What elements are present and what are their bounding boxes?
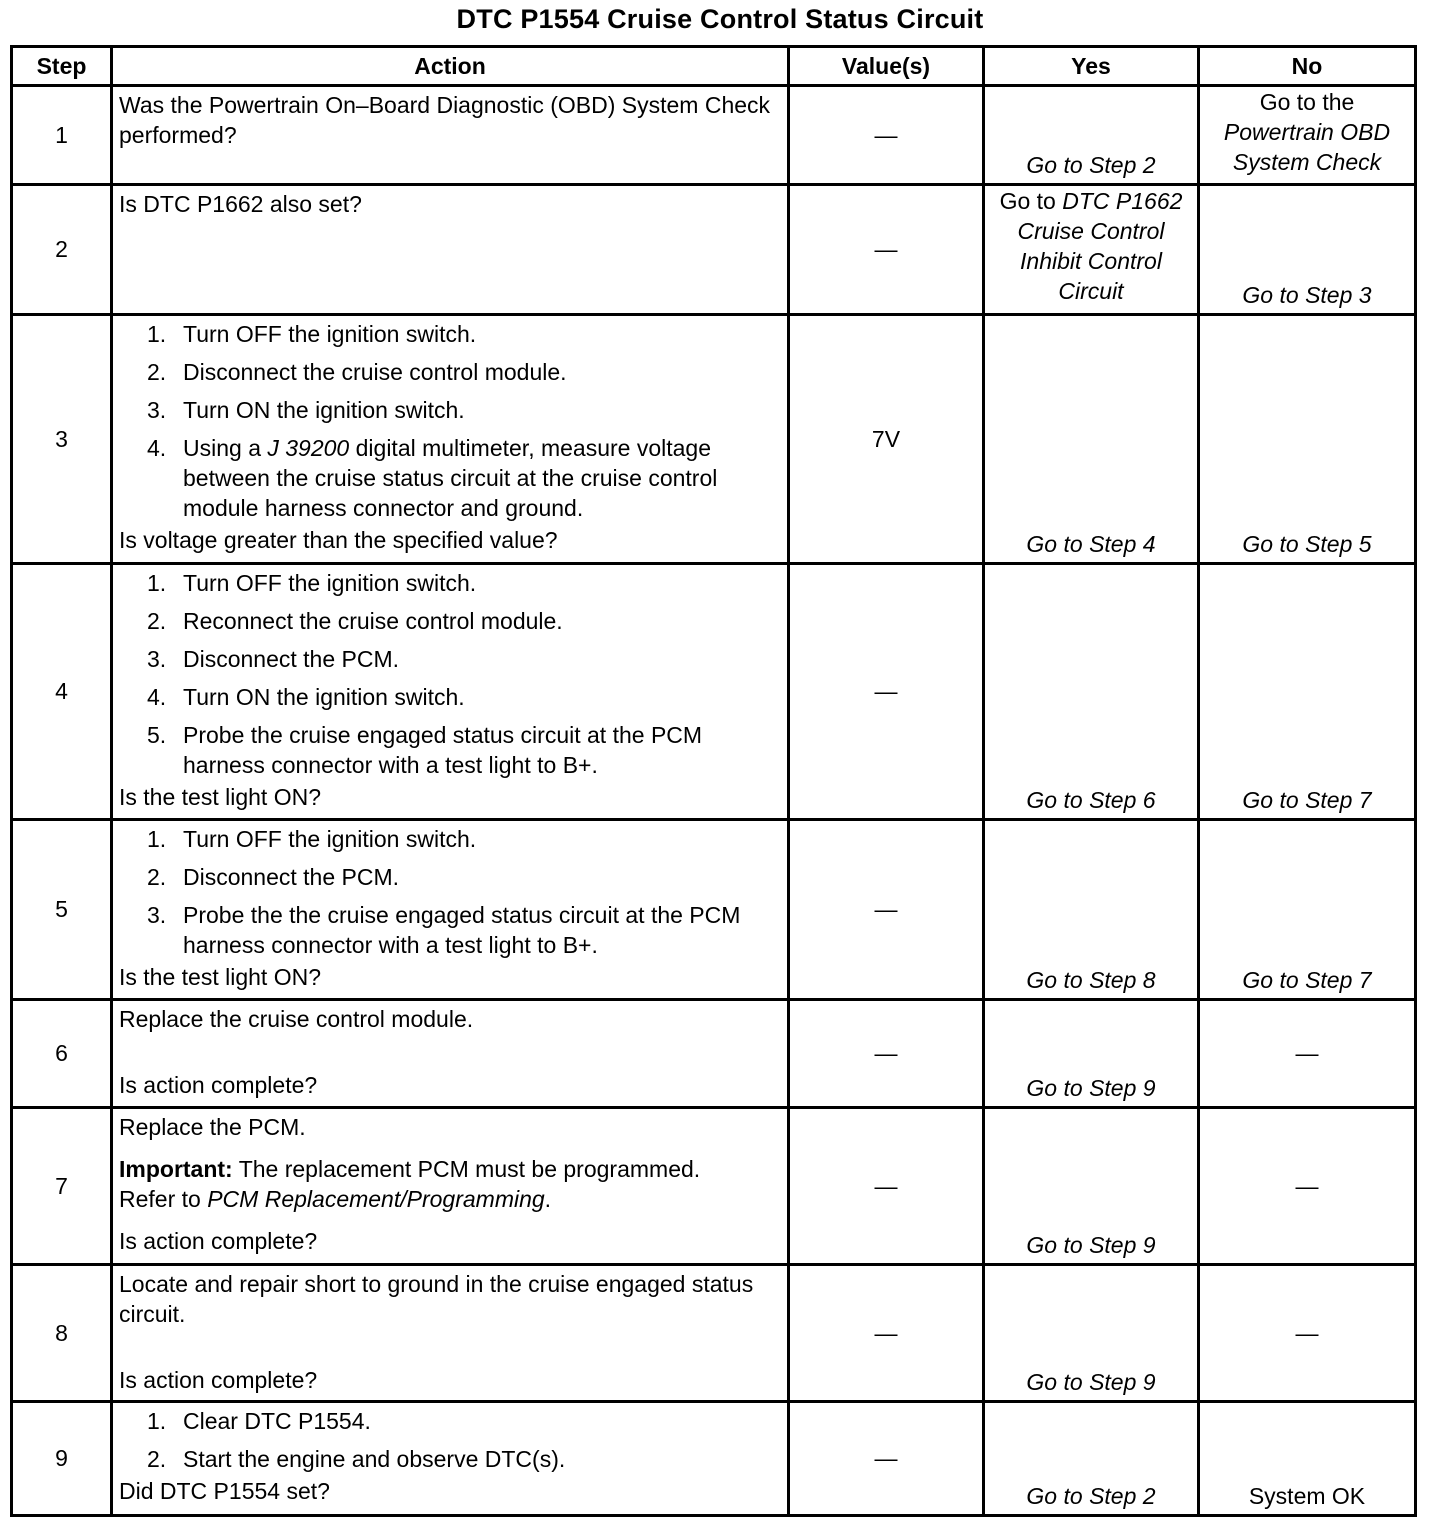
list-item: 3. Probe the the cruise engaged status circuit at the PCM harness connector with a test light to B+. — [147, 902, 741, 958]
table-row — [12, 564, 1416, 820]
no-cell: Go to Step 7 — [1199, 820, 1416, 1000]
header-yes: Yes — [984, 47, 1199, 86]
step-number: 7 — [12, 1108, 112, 1265]
table-row — [12, 185, 1416, 315]
yes-cell: Go to Step 2 — [984, 86, 1199, 185]
list-item: 1. Turn OFF the ignition switch. — [147, 826, 477, 852]
action-text: Replace the cruise control module. — [119, 1006, 474, 1032]
action-cell — [112, 1000, 789, 1108]
table-row — [12, 315, 1416, 564]
yes-cell: Go to Step 8 — [984, 820, 1199, 1000]
yes-prefix: Go to — [999, 188, 1056, 214]
step-number: 1 — [12, 86, 112, 185]
action-cell — [112, 1265, 789, 1402]
value-cell: — — [789, 1402, 984, 1516]
header-action: Action — [112, 47, 789, 86]
list-item: 5. Probe the cruise engaged status circuit at the PCM harness connector with a test light to B+. — [147, 722, 703, 778]
list-item: 2. Disconnect the PCM. — [147, 864, 400, 890]
yes-cell: Go to Step 9 — [984, 1108, 1199, 1265]
value-cell: — — [789, 1265, 984, 1402]
action-cell — [112, 820, 789, 1000]
yes-cell: Go to Step 9 — [984, 1000, 1199, 1108]
list-item: 4. Using a J 39200 digital multimeter, measure voltage between the cruise status circuit at the cruise control module harness connector and ground. — [147, 435, 718, 521]
yes-cell: Go to Step 2 — [984, 1402, 1199, 1516]
table-row — [12, 1265, 1416, 1402]
no-cell: — — [1199, 1265, 1416, 1402]
procedure-list — [119, 568, 779, 780]
action-question: Is action complete? — [119, 1228, 318, 1254]
procedure-list — [119, 319, 779, 523]
list-item: 4. Turn ON the ignition switch. — [147, 684, 465, 710]
value-cell: 7V — [789, 315, 984, 564]
header-values: Value(s) — [789, 47, 984, 86]
no-cell: Go to Step 5 — [1199, 315, 1416, 564]
table-row — [12, 1402, 1416, 1516]
step-number: 8 — [12, 1265, 112, 1402]
action-cell — [112, 185, 789, 315]
action-question: Is the test light ON? — [119, 784, 321, 810]
list-item: 1. Turn OFF the ignition switch. — [147, 570, 477, 596]
no-cell: System OK — [1199, 1402, 1416, 1516]
value-cell: — — [789, 86, 984, 185]
value-cell: — — [789, 1000, 984, 1108]
no-cell — [1199, 86, 1416, 185]
step-number: 6 — [12, 1000, 112, 1108]
yes-cell: Go to Step 4 — [984, 315, 1199, 564]
list-item: 1. Clear DTC P1554. — [147, 1408, 371, 1434]
table-row — [12, 86, 1416, 185]
action-question: Is action complete? — [119, 1367, 318, 1393]
no-cell: Go to Step 3 — [1199, 185, 1416, 315]
table-row — [12, 820, 1416, 1000]
header-step: Step — [12, 47, 112, 86]
action-question: Is DTC P1662 also set? — [119, 191, 362, 217]
procedure-list — [119, 1406, 779, 1474]
action-cell — [112, 315, 789, 564]
action-cell — [112, 86, 789, 185]
header-row — [12, 47, 1416, 86]
yes-cell: Go to Step 9 — [984, 1265, 1199, 1402]
action-text: Replace the PCM. — [119, 1114, 306, 1140]
important-note: Important: The replacement PCM must be programmed. Refer to PCM Replacement/Programming. — [119, 1156, 701, 1212]
value-cell: — — [789, 1108, 984, 1265]
header-no: No — [1199, 47, 1416, 86]
diagnostic-table — [10, 45, 1417, 1517]
action-question: Did DTC P1554 set? — [119, 1478, 330, 1504]
list-item: 2. Disconnect the cruise control module. — [147, 359, 567, 385]
tool-reference: J 39200 — [267, 435, 350, 461]
list-item: 2. Reconnect the cruise control module. — [147, 608, 563, 634]
action-cell — [112, 1108, 789, 1265]
value-cell: — — [789, 185, 984, 315]
procedure-list — [119, 824, 779, 960]
important-label: Important: — [119, 1156, 233, 1182]
value-cell: — — [789, 820, 984, 1000]
no-link: Powertrain OBD System Check — [1223, 119, 1391, 175]
value-cell: — — [789, 564, 984, 820]
table-row — [12, 1108, 1416, 1265]
list-item: 3. Disconnect the PCM. — [147, 646, 400, 672]
yes-cell — [984, 185, 1199, 315]
page-title: DTC P1554 Cruise Control Status Circuit — [456, 4, 984, 34]
step-number: 3 — [12, 315, 112, 564]
step-number: 5 — [12, 820, 112, 1000]
action-question: Was the Powertrain On–Board Diagnostic (OBD) System Check performed? — [119, 92, 771, 148]
action-question: Is the test light ON? — [119, 964, 321, 990]
list-item: 2. Start the engine and observe DTC(s). — [147, 1446, 566, 1472]
no-prefix: Go to the — [1259, 89, 1355, 115]
yes-cell: Go to Step 6 — [984, 564, 1199, 820]
action-question: Is voltage greater than the specified value? — [119, 527, 558, 553]
action-cell — [112, 564, 789, 820]
list-item: 1. Turn OFF the ignition switch. — [147, 321, 477, 347]
action-cell — [112, 1402, 789, 1516]
no-cell: Go to Step 7 — [1199, 564, 1416, 820]
step-number: 2 — [12, 185, 112, 315]
step-number: 4 — [12, 564, 112, 820]
no-cell: — — [1199, 1108, 1416, 1265]
table-row — [12, 1000, 1416, 1108]
reference-link: PCM Replacement/Programming — [207, 1186, 545, 1212]
action-text: Locate and repair short to ground in the cruise engaged status circuit. — [119, 1271, 754, 1327]
no-cell: — — [1199, 1000, 1416, 1108]
action-question: Is action complete? — [119, 1072, 318, 1098]
list-item: 3. Turn ON the ignition switch. — [147, 397, 465, 423]
step-number: 9 — [12, 1402, 112, 1516]
yes-link: DTC P1662 Cruise Control Inhibit Control Circuit — [1017, 188, 1183, 304]
